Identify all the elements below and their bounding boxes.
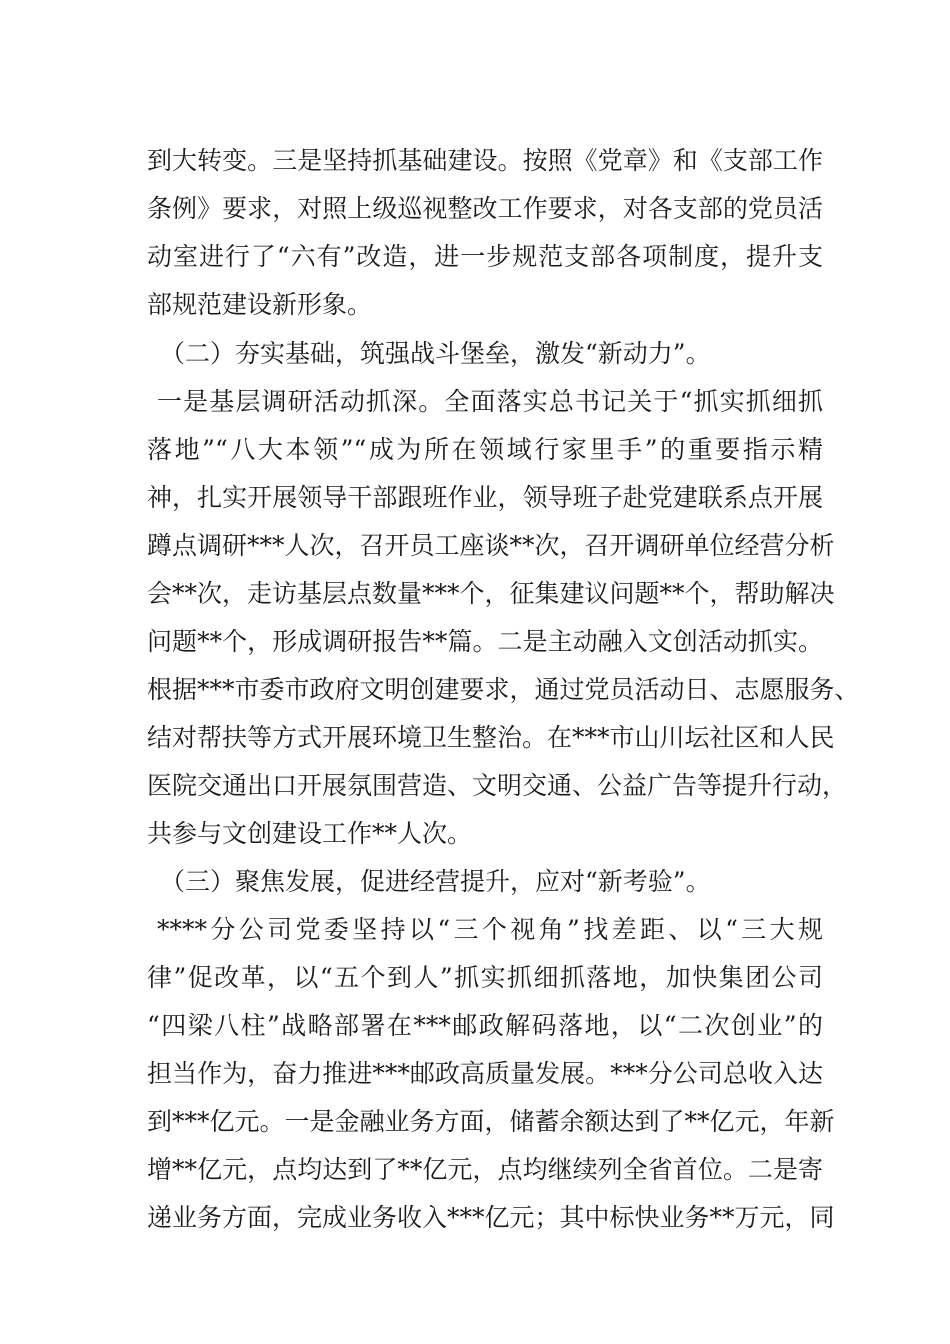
paragraph-line: 医院交通出口开展氛围营造、文明交通、公益广告等提升行动， <box>147 771 848 800</box>
paragraph-line: 共参与文创建设工作**人次。 <box>147 819 473 848</box>
paragraph-line: 条例》要求，对照上级巡视整改工作要求，对各支部的党员活 <box>147 194 823 223</box>
paragraph-line: 蹲点调研***人次，召开员工座谈**次，召开调研单位经营分析 <box>147 531 835 560</box>
paragraph-line: 落地”“八大本领”“成为所在领域行家里手”的重要指示精 <box>147 435 823 464</box>
paragraph-line: 递业务方面，完成业务收入***亿元；其中标快业务**万元，同 <box>147 1203 835 1232</box>
paragraph-line: 担当作为，奋力推进***邮政高质量发展。***分公司总收入达 <box>147 1059 823 1088</box>
paragraph-line: 一是基层调研活动抓深。全面落实总书记关于“抓实抓细抓 <box>157 387 823 416</box>
paragraph-line: 增**亿元，点均达到了**亿元，点均继续列全省首位。二是寄 <box>147 1155 823 1184</box>
paragraph-line: “四梁八柱”战略部署在***邮政解码落地，以“二次创业”的 <box>147 1011 823 1040</box>
section-heading-3: （三）聚焦发展，促进经营提升，应对“新考验”。 <box>160 867 711 896</box>
paragraph-line: 结对帮扶等方式开展环境卫生整治。在***市山川坛社区和人民 <box>147 723 835 752</box>
paragraph-line: 会**次，走访基层点数量***个，征集建议问题**个，帮助解决 <box>147 579 835 608</box>
paragraph-line: 律”促改革，以“五个到人”抓实抓细抓落地，加快集团公司 <box>147 963 823 992</box>
paragraph-line: 到***亿元。一是金融业务方面，储蓄余额达到了**亿元，年新 <box>147 1107 835 1136</box>
paragraph-line: ****分公司党委坚持以“三个视角”找差距、以“三大规 <box>157 915 823 944</box>
paragraph-line: 部规范建设新形象。 <box>147 290 373 319</box>
paragraph-line: 问题**个，形成调研报告**篇。二是主动融入文创活动抓实。 <box>147 627 823 656</box>
paragraph-line: 神，扎实开展领导干部跟班作业，领导班子赴党建联系点开展 <box>147 483 823 512</box>
paragraph-line: 到大转变。三是坚持抓基础建设。按照《党章》和《支部工作 <box>147 146 823 175</box>
section-heading-2: （二）夯实基础，筑强战斗堡垒，激发“新动力”。 <box>160 339 711 368</box>
paragraph-line: 根据***市委市政府文明创建要求，通过党员活动日、志愿服务、 <box>147 675 860 704</box>
paragraph-line: 动室进行了“六有”改造，进一步规范支部各项制度，提升支 <box>147 242 823 271</box>
